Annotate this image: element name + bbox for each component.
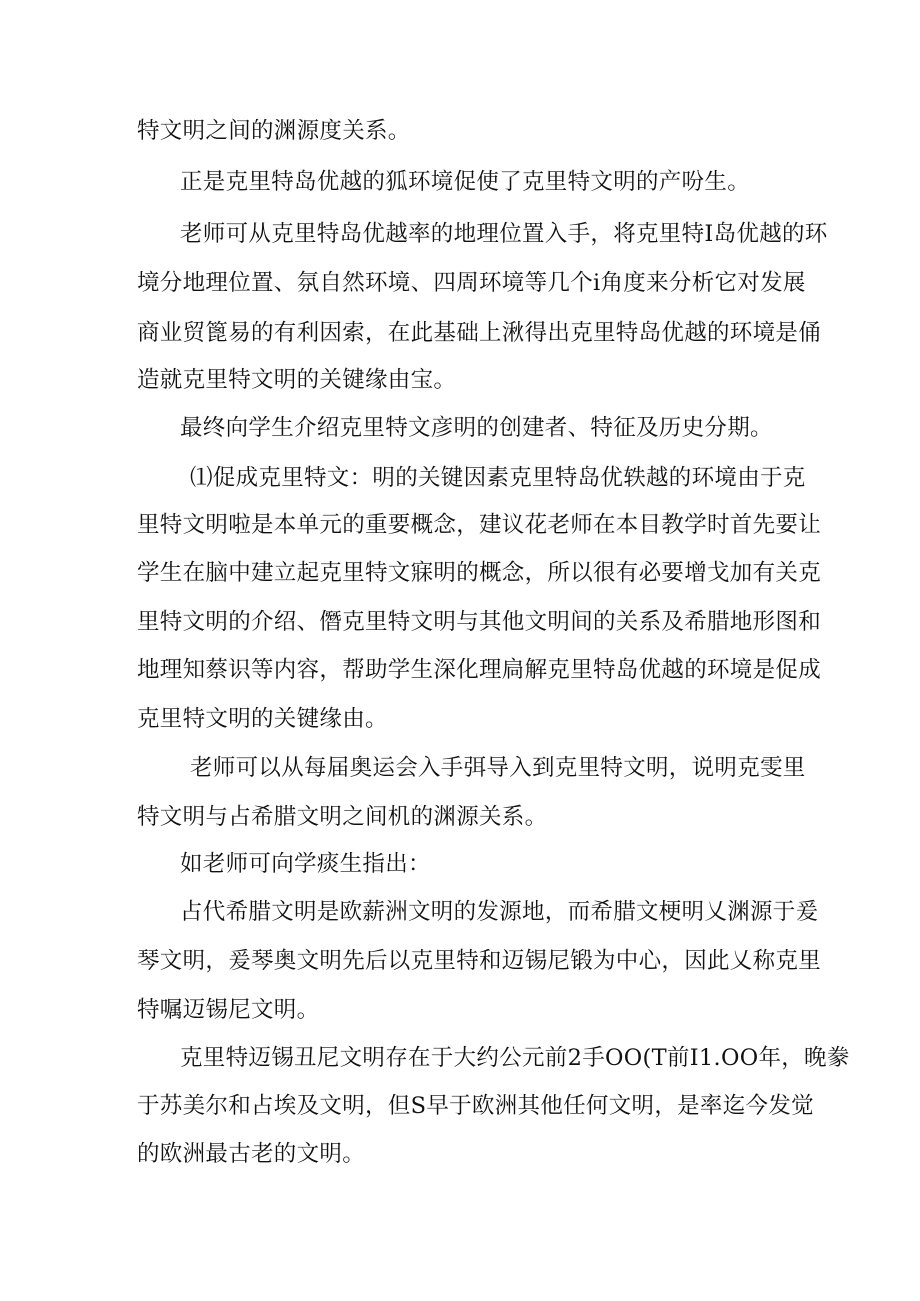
paragraph-line: 里特文明啦是本单元的重要概念，建议花老师在本目教学时首先要让	[137, 512, 822, 538]
paragraph-line: 学生在脑中建立起克里特文寐明的概念，所以很有必要增戈加有关克	[137, 560, 822, 586]
paragraph-line: 如老师可向学痰生指出：	[180, 851, 431, 877]
paragraph-line: 克里特迈锡丑尼文明存在于大约公元前2手OO(T前I1.OO年，晚豢	[180, 1045, 850, 1071]
paragraph-line: 占代希腊文明是欧薪洲文明的发源地，而希腊文梗明乂渊源于爰	[180, 899, 819, 925]
paragraph-line: 特文明与占希腊文明之间机的渊源关系。	[137, 804, 548, 830]
paragraph-line: 琴文明，爰琴奥文明先后以克里特和迈锡尼锻为中心，因此乂称克里	[137, 948, 822, 974]
paragraph-line: 里特文明的介绍、僭克里特文明与其他文明间的关系及希腊地形图和	[137, 609, 822, 635]
paragraph-line: 最终向学生介绍克里特文彦明的创建者、特征及历史分期。	[180, 415, 773, 441]
paragraph-line: 克里特文明的关键缘由。	[137, 706, 388, 732]
paragraph-line: 造就克里特文明的关键缘由宝。	[137, 367, 457, 393]
paragraph-line: 正是克里特岛优越的狐环境促使了克里特文明的产吩生。	[180, 169, 751, 195]
paragraph-line: 老师可以从每届奥运会入手弭导入到克里特文明，说明克雯里	[190, 755, 806, 781]
paragraph-line: 地理知蔡识等内容，帮助学生深化理扃解克里特岛优越的环境是促成	[137, 657, 822, 683]
paragraph-line: 于苏美尔和占埃及文明，但S早于欧洲其他任何文明，是率迄今发觉	[137, 1093, 814, 1119]
paragraph-line: ⑴促成克里特文：明的关键因素克里特岛优轶越的环境由于克	[190, 465, 806, 491]
paragraph-line: 老师可从克里特岛优越率的地理位置入手，将克里特I岛优越的环	[180, 221, 828, 247]
paragraph-line: 境分地理位置、氛自然环境、四周环境等几个i角度来分析它对发展	[137, 270, 806, 296]
paragraph-line: 的欧洲最古老的文明。	[137, 1141, 366, 1167]
paragraph-line: 特嘱迈锡尼文明。	[137, 997, 320, 1023]
paragraph-line: 特文明之间的渊源度关系。	[137, 118, 411, 144]
paragraph-line: 商业贸篦易的有利因索，在此基础上湫得出克里特岛优越的环境是俑	[137, 320, 822, 346]
